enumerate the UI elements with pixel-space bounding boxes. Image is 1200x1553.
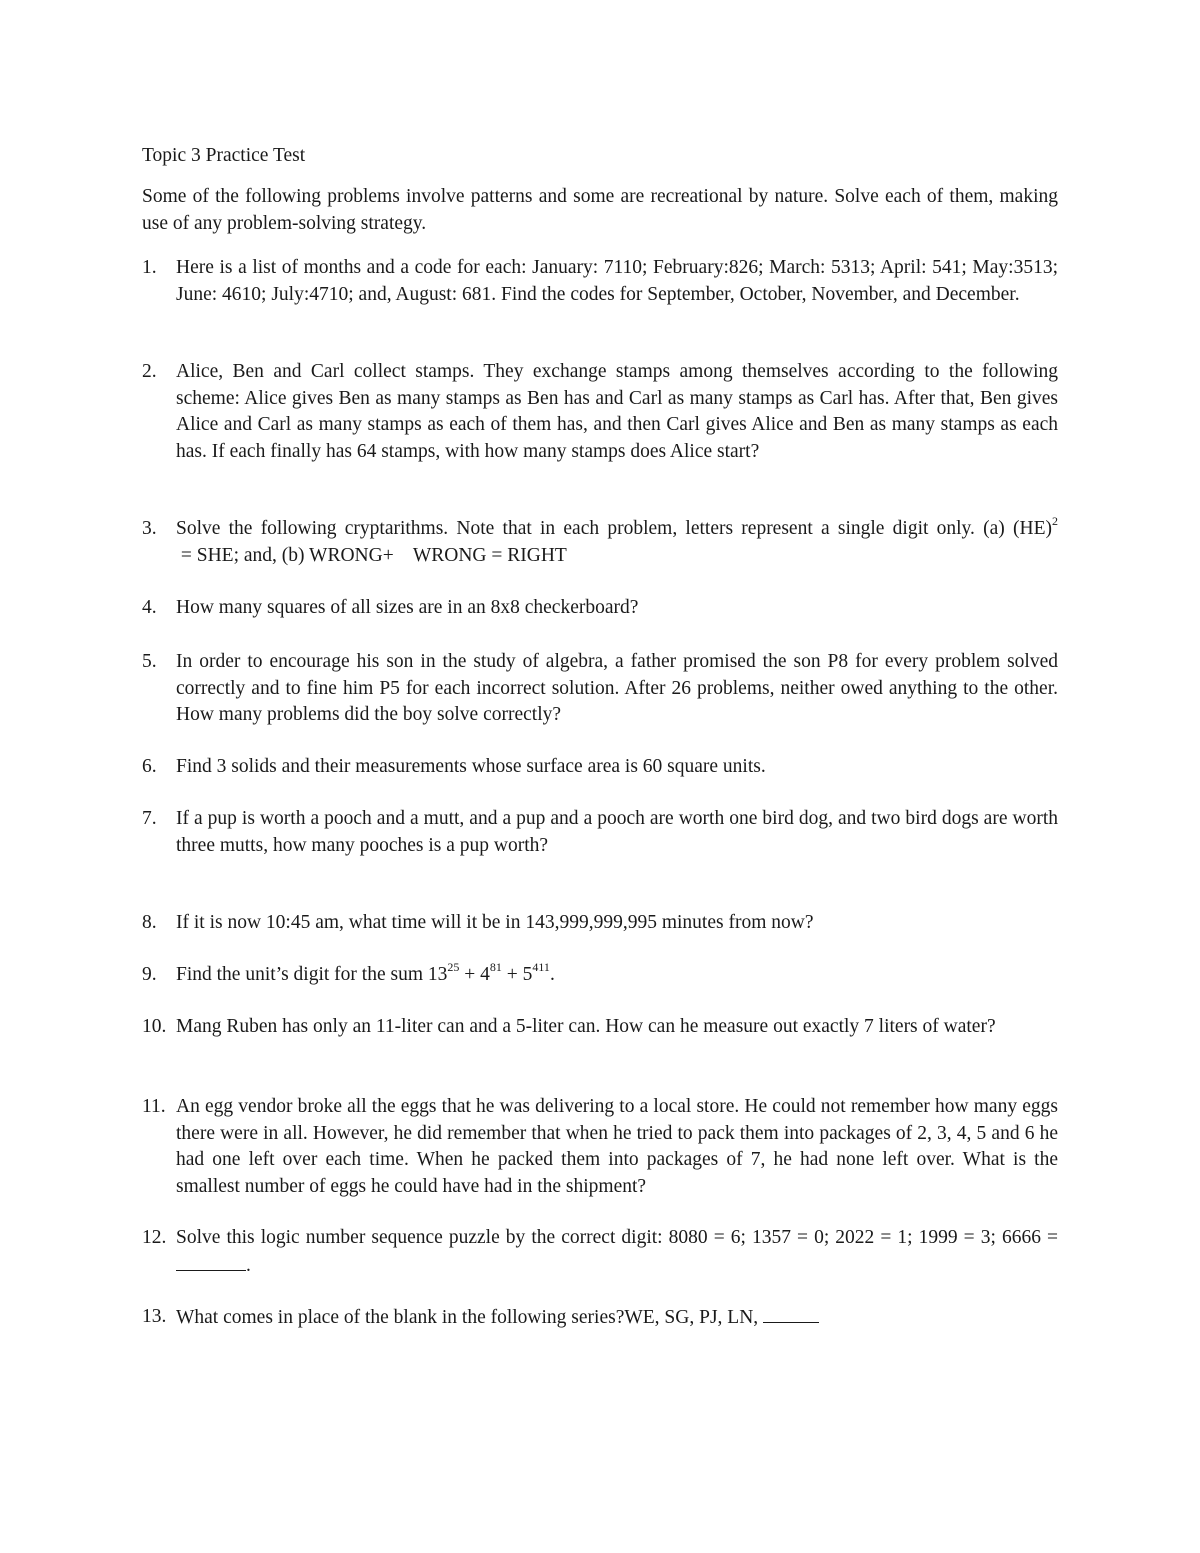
problem-number: 7. [142,808,157,829]
problem-text: Mang Ruben has only an 11-liter can and a 5-liter can. How can he measure out exactly 7 liters of water? [176,1016,996,1037]
exponent: 25 [447,959,460,974]
problem-text: Here is a list of months and a code for each: January: 7110; February:826; March: 5313; April: 541; May:3513; June: 4610; July:4710; and, August: 681. Find the codes for September, October, November, and December. [176,257,1058,305]
problem-text-part: = SHE; and, (b) WRONG+ WRONG = RIGHT [176,544,567,566]
problem-text: If it is now 10:45 am, what time will it be in 143,999,999,995 minutes from now? [176,912,814,933]
problem-item [142,649,1058,729]
problem-text-part: What comes in place of the blank in the following series?WE, SG, PJ, LN, [176,1307,764,1328]
problem-text: An egg vendor broke all the eggs that he was delivering to a local store. He could not remember how many eggs there were in all. However, he did remember that when he tried to pack them into packages of 2, 3, 4, 5 and 6 he had one left over each time. When he packed them into packages of 7, he had none left over. What is the smallest number of eggs he could have had in the shipment? [176,1096,1058,1197]
problem-item [142,1094,1058,1200]
problem-text-part: Solve this logic number sequence puzzle by the correct digit: 8080 = 6; 1357 = 0; 2022 = 1; 1999 = 3; 6666 = [176,1227,1058,1248]
problem-item [142,513,1058,569]
problem-text: Find 3 solids and their measurements whose surface area is 60 square units. [176,756,766,777]
problem-item [142,595,1058,622]
problem-number: 9. [142,964,157,985]
problem-number: 2. [142,361,157,382]
problem-item [142,1225,1058,1279]
problem-item [142,806,1058,859]
exponent: 411 [532,959,550,974]
problem-item [142,359,1058,465]
problem-text: How many squares of all sizes are in an 8x8 checkerboard? [176,597,639,618]
exponent: 2 [1052,513,1058,528]
problem-item [142,959,1058,989]
problem-text [176,959,1058,989]
problem-text: Alice, Ben and Carl collect stamps. They exchange stamps among themselves according to the following scheme: Alice gives Ben as many stamps as Ben has and Carl as many stamps as Carl has. After that, Ben gives Alice and Carl as many stamps as each of them has, and then Carl gives Alice and Ben as many stamps as each has. If each finally has 64 stamps, with how many stamps does Alice start? [176,361,1058,462]
problem-text-part: + 5 [501,964,533,985]
problem-text-part: + 4 [459,964,490,985]
problem-item [142,1304,1058,1332]
page-title: Topic 3 Practice Test [142,145,306,166]
problem-item [142,1014,1058,1041]
problem-number: 5. [142,651,157,672]
problem-text [176,1304,1058,1332]
exponent: 81 [489,959,502,974]
problem-number: 8. [142,912,157,933]
problem-number: 13. [142,1306,167,1327]
problem-number: 1. [142,257,157,278]
problem-text: If a pup is worth a pooch and a mutt, and a pup and a pooch are worth one bird dog, and two bird dogs are worth three mutts, how many pooches is a pup worth? [176,808,1058,856]
problem-item [142,910,1058,937]
answer-blank [176,1252,246,1271]
problem-text-part: . [549,964,555,985]
problem-item [142,754,1058,781]
problem-text-part: . [246,1254,251,1276]
intro-paragraph: Some of the following problems involve patterns and some are recreational by nature. Solve each of them, making use of any problem-solving strategy. [142,186,1058,234]
problem-text [176,1225,1058,1279]
answer-blank [763,1304,819,1323]
problem-number: 10. [142,1016,167,1037]
problem-item [142,255,1058,308]
problem-number: 6. [142,756,157,777]
problem-number: 4. [142,597,157,618]
problem-text-part: Solve the following cryptarithms. Note that in each problem, letters represent a single digit only. (a) (HE) [176,518,1052,539]
problem-text: In order to encourage his son in the study of algebra, a father promised the son P8 for every problem solved correctly and to fine him P5 for each incorrect solution. After 26 problems, neither owed anything to the other. How many problems did the boy solve correctly? [176,651,1058,725]
problem-number: 3. [142,518,157,539]
problem-number: 12. [142,1227,167,1248]
problem-text-part: Find the unit’s digit for the sum 13 [176,964,448,985]
problem-number: 11. [142,1096,166,1117]
problem-text [176,513,1058,569]
